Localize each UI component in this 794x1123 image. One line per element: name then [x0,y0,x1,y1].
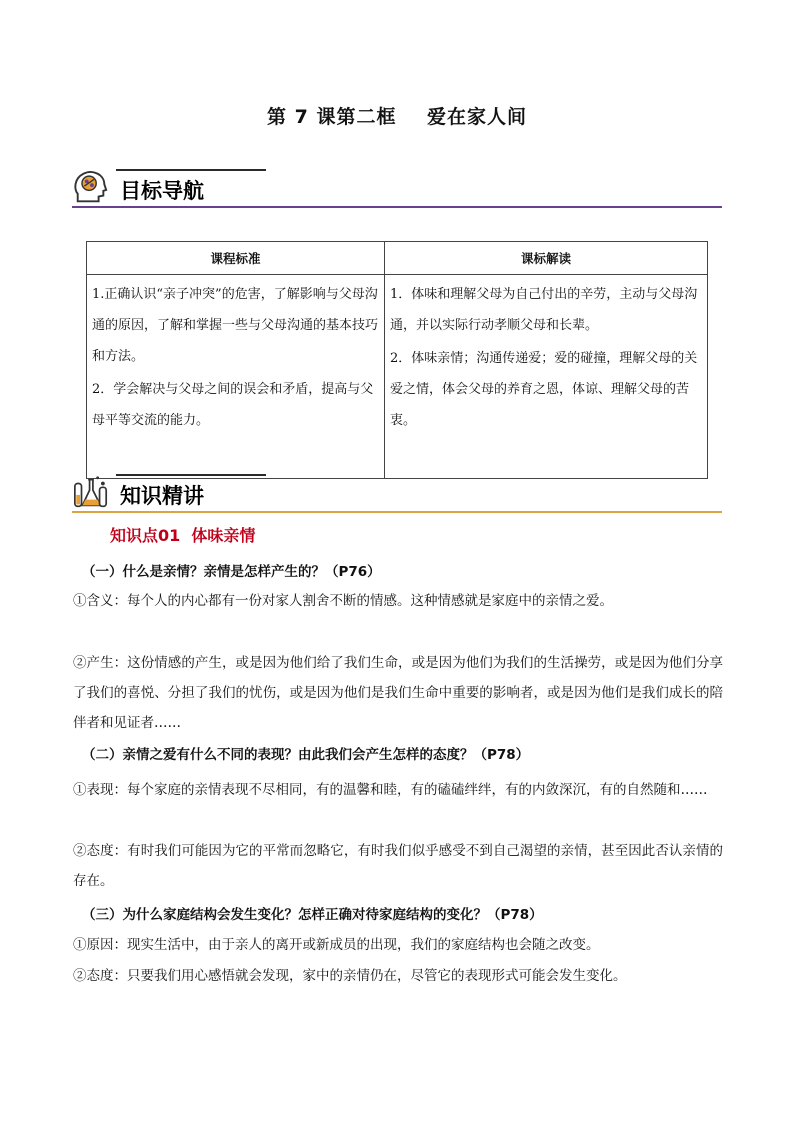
table-header-cell: 课标解读 [385,242,708,275]
table-header-cell: 课程标准 [87,242,385,275]
question-heading: （三）为什么家庭结构会发生变化？怎样正确对待家庭结构的变化？（P78） [82,907,543,923]
answer-paragraph: ①含义：每个人的内心都有一份对家人割舍不断的情感。这种情感就是家庭中的亲情之爱。 [73,593,613,609]
answer-paragraph: ①表现：每个家庭的亲情表现不尽相同，有的温馨和睦，有的磕磕绊绊，有的内敛深沉，有的自然随和…… [73,782,708,798]
table-cell-paragraph: 1．体味和理解父母为自己付出的辛劳，主动与父母沟通，并以实际行动孝顺父母和长辈。 [390,287,698,333]
answer-paragraph: ①原因：现实生活中，由于亲人的离开或新成员的出现，我们的家庭结构也会随之改变。 [73,937,600,953]
standards-table [86,241,708,479]
section-knowledge-label: 知识精讲 [120,484,204,508]
table-header-row [87,242,708,275]
table-cell-paragraph: 2．体味亲情；沟通传递爱；爱的碰撞，理解父母的关爱之情，体会父母的养育之恩，体谅、理解父母的苦衷。 [390,351,698,428]
answer-paragraph: ②态度：有时我们可能因为它的平常而忽略它，有时我们似乎感受不到自己渴望的亲情，甚至因此否认亲情的存在。 [73,843,723,889]
section-goal-label: 目标导航 [120,179,204,203]
page-title: 第 7 课第二框 爱在家人间 [267,106,527,128]
section-goal-top-rule [116,169,266,171]
answer-paragraph: ②产生：这份情感的产生，或是因为他们给了我们生命，或是因为他们为我们的生活操劳，或是因为他们分享了我们的喜悦、分担了我们的忧伤，或是因为他们是我们生命中重要的影响者，或是因为他们是我们成长的陪伴者和见证者…… [73,655,723,731]
table-cell-paragraph: 2．学会解决与父母之间的误会和矛盾，提高与父母平等交流的能力。 [92,382,374,428]
section-goal-header [72,169,722,209]
section-knowledge-header [72,474,722,514]
section-goal-rule [72,206,722,208]
answer-paragraph: ②态度：只要我们用心感悟就会发现，家中的亲情仍在，尽管它的表现形式可能会发生变化。 [73,968,627,984]
table-cell-paragraph: 1.正确认识“亲子冲突”的危害，了解影响与父母沟通的原因，了解和掌握一些与父母沟通的基本技巧和方法。 [92,287,379,364]
table-row [87,275,708,479]
table-cell-course-standard [87,275,385,479]
head-brain-icon [72,169,110,207]
table-cell-standard-interpretation [385,275,708,479]
lab-flask-icon [72,474,110,512]
section-knowledge-top-rule [116,474,266,476]
question-heading: （二）亲情之爱有什么不同的表现？由此我们会产生怎样的态度？（P78） [82,747,530,763]
question-heading: （一）什么是亲情？亲情是怎样产生的？（P76） [82,564,381,580]
section-knowledge-rule [72,511,722,513]
knowledge-point-title: 知识点01 体味亲情 [110,526,256,545]
